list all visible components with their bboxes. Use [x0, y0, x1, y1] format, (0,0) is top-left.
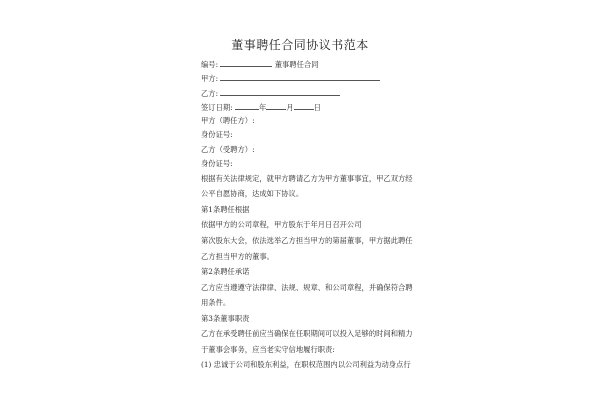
paragraph-line: 于董事会事务，应当老实守信地履行职责:	[201, 345, 335, 354]
section-heading: 第3条董事职责	[201, 314, 250, 323]
paragraph-line: 乙方担当甲方的董事。	[201, 252, 274, 261]
party-b-blank	[220, 87, 340, 96]
party-b-id-label: 身份证号:	[201, 159, 233, 168]
paragraph-line: 乙方在承受聘任前应当确保在任职期间可以投入足够的时间和精力	[201, 329, 413, 338]
day-label: 日	[313, 103, 321, 112]
paragraph-line: 乙方应当遵遵守法律律、法规、规章、和公司章程，并确保符合聘	[201, 283, 413, 292]
month-blank	[266, 101, 286, 110]
paragraph-line: (1) 忠诚于公司和股东利益，在职权范围内以公司利益为动身点行	[201, 360, 411, 369]
sign-date-line	[201, 101, 321, 113]
month-label: 月	[286, 103, 294, 112]
party-b-hire-label: 乙方（受聘方）:	[201, 145, 255, 154]
year-blank	[235, 101, 259, 110]
number-line	[201, 58, 319, 70]
paragraph-line: 根据有关法律规定，就甲方聘请乙方为甲方董事事宜，甲乙双方经	[201, 174, 413, 183]
party-b-line	[201, 87, 340, 99]
number-blank	[220, 58, 272, 67]
party-a-id-label: 身份证号:	[201, 130, 233, 139]
party-a-label: 甲方:	[201, 74, 219, 83]
section-heading: 第2条聘任承诺	[201, 267, 250, 276]
section-heading: 第1条聘任根据	[201, 205, 250, 214]
day-blank	[294, 101, 314, 110]
party-a-line	[201, 72, 380, 84]
number-value: 董事聘任合同	[274, 60, 319, 69]
number-label: 编号:	[201, 60, 219, 69]
paragraph-line: 用条件。	[201, 298, 231, 307]
paragraph-line: 依据甲方的公司章程，甲方股东于年月日召开公司	[201, 220, 362, 229]
party-a-hire-label: 甲方（聘任方）:	[201, 116, 255, 125]
document-title: 董事聘任合同协议书范本	[231, 38, 369, 52]
paragraph-line: 公平自愿协商，达成如下协议。	[201, 189, 304, 198]
sign-date-label: 签订日期:	[201, 103, 233, 112]
party-b-label: 乙方:	[201, 89, 219, 98]
party-a-blank	[220, 72, 380, 81]
paragraph-line: 第次股东大会，依法选举乙方担当甲方的第届董事，甲方据此聘任	[201, 236, 413, 245]
year-label: 年	[258, 103, 267, 112]
